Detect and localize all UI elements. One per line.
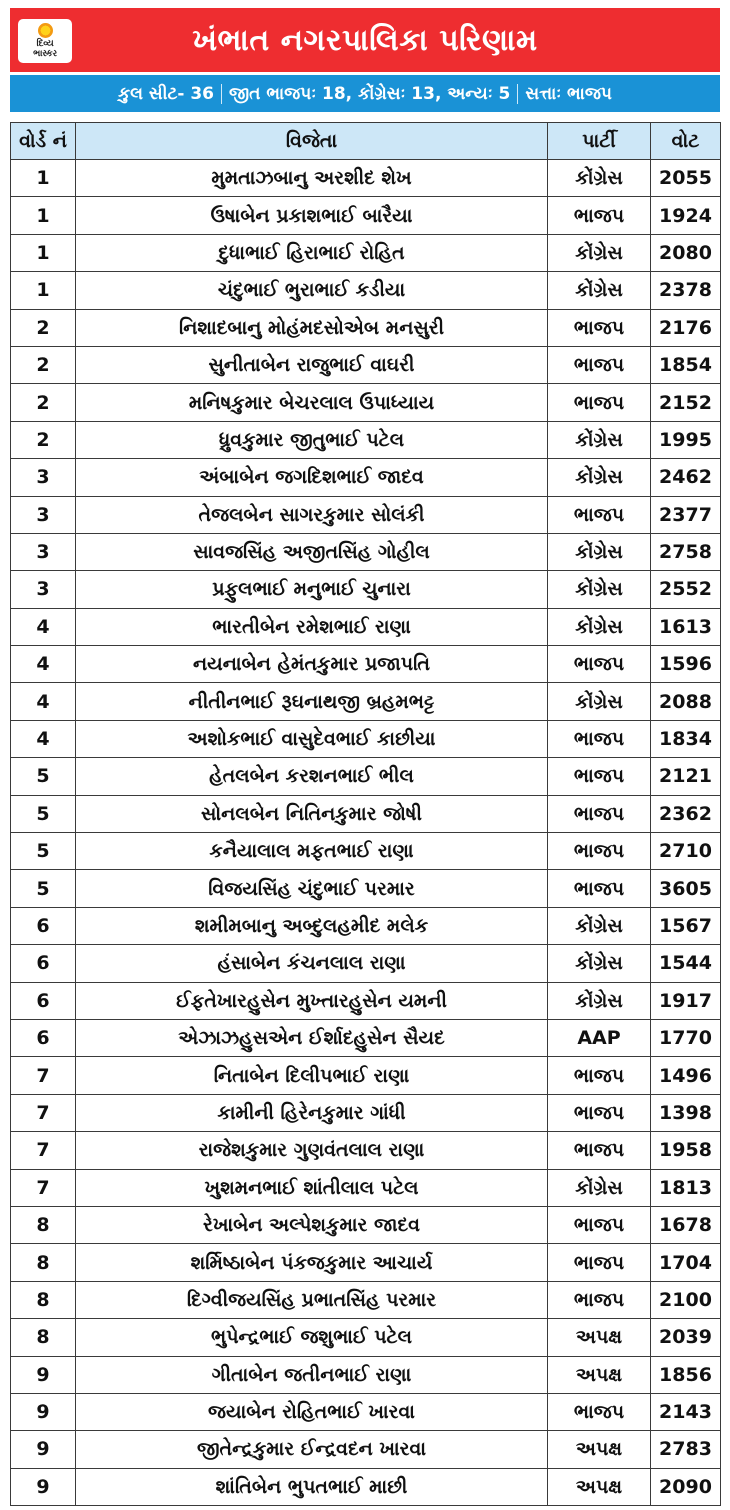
winner-name-cell: એઝાઝહુસએન ઈર્શાદહુસેન સૈયદ — [76, 1019, 548, 1056]
winner-name-cell: ધ્રુવકુમાર જીતુભાઈ પટેલ — [76, 421, 548, 458]
party-cell: ભાજપ — [548, 1244, 651, 1281]
party-cell: કોંગ્રેસ — [548, 907, 651, 944]
votes-cell: 1496 — [651, 1057, 721, 1094]
summary-divider — [517, 84, 518, 104]
ward-cell: 7 — [11, 1132, 76, 1169]
votes-cell: 1704 — [651, 1244, 721, 1281]
table-row — [11, 683, 721, 720]
ward-cell: 3 — [11, 496, 76, 533]
votes-cell: 1834 — [651, 720, 721, 757]
party-cell: કોંગ્રેસ — [548, 421, 651, 458]
ward-cell: 6 — [11, 982, 76, 1019]
party-cell: ભાજપ — [548, 758, 651, 795]
party-cell: કોંગ્રેસ — [548, 571, 651, 608]
votes-cell: 2710 — [651, 833, 721, 870]
party-cell: ભાજપ — [548, 870, 651, 907]
party-cell: ભાજપ — [548, 384, 651, 421]
column-header-party: પાર્ટી — [548, 123, 651, 160]
table-row — [11, 833, 721, 870]
table-row — [11, 1206, 721, 1243]
table-row — [11, 571, 721, 608]
winner-name-cell: નયનાબેન હેમંતકુમાર પ્રજાપતિ — [76, 646, 548, 683]
votes-cell: 1995 — [651, 421, 721, 458]
table-row — [11, 272, 721, 309]
results-table — [10, 122, 721, 1506]
table-row — [11, 1468, 721, 1505]
table-row — [11, 870, 721, 907]
party-cell: ભાજપ — [548, 1094, 651, 1131]
table-row — [11, 720, 721, 757]
ward-cell: 4 — [11, 683, 76, 720]
total-seats: કુલ સીટ- 36 — [118, 83, 214, 104]
party-cell: કોંગ્રેસ — [548, 533, 651, 570]
ward-cell: 8 — [11, 1244, 76, 1281]
ward-cell: 5 — [11, 833, 76, 870]
party-cell: ભાજપ — [548, 197, 651, 234]
table-row — [11, 982, 721, 1019]
votes-cell: 2080 — [651, 234, 721, 271]
ward-cell: 7 — [11, 1057, 76, 1094]
ward-cell: 2 — [11, 309, 76, 346]
table-row — [11, 1319, 721, 1356]
ward-cell: 1 — [11, 272, 76, 309]
results-table-body — [11, 160, 721, 1506]
ward-cell: 8 — [11, 1281, 76, 1318]
ward-cell: 6 — [11, 1019, 76, 1056]
table-row — [11, 907, 721, 944]
votes-cell: 3605 — [651, 870, 721, 907]
table-row — [11, 1019, 721, 1056]
party-cell: કોંગ્રેસ — [548, 272, 651, 309]
winner-name-cell: ભારતીબેન રમેશભાઈ રાણા — [76, 608, 548, 645]
votes-cell: 2378 — [651, 272, 721, 309]
logo-line-1: દિવ્ય — [36, 39, 54, 49]
winner-name-cell: નિતાબેન દિલીપભાઈ રાણા — [76, 1057, 548, 1094]
winner-name-cell: ખુશમનભાઈ શાંતીલાલ પટેલ — [76, 1169, 548, 1206]
party-cell: ભાજપ — [548, 833, 651, 870]
votes-cell: 2552 — [651, 571, 721, 608]
summary-bar — [10, 75, 720, 112]
table-row — [11, 1393, 721, 1430]
logo-line-2: ભાસ્કર — [33, 49, 57, 59]
votes-cell: 2362 — [651, 795, 721, 832]
winner-name-cell: પ્રફુલભાઈ મનુભાઈ ચુનારા — [76, 571, 548, 608]
ward-cell: 9 — [11, 1468, 76, 1505]
column-header-winner: વિજેતા — [76, 123, 548, 160]
votes-cell: 1917 — [651, 982, 721, 1019]
winner-name-cell: જીતેન્દ્રકુમાર ઈન્દ્રવદન ખારવા — [76, 1431, 548, 1468]
votes-cell: 2121 — [651, 758, 721, 795]
party-cell: કોંગ્રેસ — [548, 982, 651, 1019]
ward-cell: 9 — [11, 1393, 76, 1430]
ward-cell: 8 — [11, 1319, 76, 1356]
party-cell: ભાજપ — [548, 496, 651, 533]
winner-name-cell: કામીની હિરેનકુમાર ગાંધી — [76, 1094, 548, 1131]
votes-cell: 1813 — [651, 1169, 721, 1206]
ward-cell: 3 — [11, 459, 76, 496]
ward-cell: 2 — [11, 384, 76, 421]
ward-cell: 7 — [11, 1094, 76, 1131]
votes-cell: 1678 — [651, 1206, 721, 1243]
votes-cell: 1856 — [651, 1356, 721, 1393]
votes-cell: 2100 — [651, 1281, 721, 1318]
ward-cell: 9 — [11, 1431, 76, 1468]
table-row — [11, 1244, 721, 1281]
ward-cell: 5 — [11, 870, 76, 907]
party-cell: અપક્ષ — [548, 1468, 651, 1505]
votes-cell: 2176 — [651, 309, 721, 346]
ward-cell: 3 — [11, 533, 76, 570]
winner-name-cell: રેખાબેન અલ્પેશકુમાર જાદવ — [76, 1206, 548, 1243]
winner-name-cell: શર્મિષ્ઠાબેન પંકજકુમાર આચાર્ય — [76, 1244, 548, 1281]
ward-cell: 4 — [11, 646, 76, 683]
winner-name-cell: સોનલબેન નિતિનકુમાર જોષી — [76, 795, 548, 832]
votes-cell: 2462 — [651, 459, 721, 496]
ward-cell: 6 — [11, 907, 76, 944]
party-cell: કોંગ્રેસ — [548, 683, 651, 720]
winner-name-cell: રાજેશકુમાર ગુણવંતલાલ રાણા — [76, 1132, 548, 1169]
table-row — [11, 1281, 721, 1318]
winner-name-cell: મનિષકુમાર બેચરલાલ ઉપાધ્યાય — [76, 384, 548, 421]
party-cell: ભાજપ — [548, 346, 651, 383]
ward-cell: 2 — [11, 346, 76, 383]
table-header-row — [11, 123, 721, 160]
winner-name-cell: તેજલબેન સાગરકુમાર સોલંકી — [76, 496, 548, 533]
table-row — [11, 384, 721, 421]
ward-cell: 5 — [11, 758, 76, 795]
winner-name-cell: ઈફતેખારહુસેન મુખ્તારહુસેન યમની — [76, 982, 548, 1019]
ward-cell: 5 — [11, 795, 76, 832]
winner-name-cell: નીતીનભાઈ રૂઘનાથજી બ્રહમભટ્ટ — [76, 683, 548, 720]
party-cell: ભાજપ — [548, 309, 651, 346]
votes-cell: 1770 — [651, 1019, 721, 1056]
votes-cell: 2143 — [651, 1393, 721, 1430]
title-bar — [10, 8, 720, 72]
table-row — [11, 1356, 721, 1393]
winner-name-cell: દુધાભાઈ હિરાભાઈ રોહિત — [76, 234, 548, 271]
party-cell: કોંગ્રેસ — [548, 608, 651, 645]
party-cell: ભાજપ — [548, 720, 651, 757]
ward-cell: 1 — [11, 160, 76, 197]
ward-cell: 7 — [11, 1169, 76, 1206]
party-cell: ભાજપ — [548, 1281, 651, 1318]
votes-cell: 2758 — [651, 533, 721, 570]
winner-name-cell: ચંદુભાઈ ભુરાભાઈ કડીયા — [76, 272, 548, 309]
ward-cell: 1 — [11, 234, 76, 271]
ruling-party: સત્તાઃ ભાજપ — [525, 83, 612, 104]
party-cell: કોંગ્રેસ — [548, 945, 651, 982]
table-row — [11, 197, 721, 234]
party-cell: ભાજપ — [548, 1132, 651, 1169]
winner-name-cell: ભુપેન્દ્રભાઈ જશુભાઈ પટેલ — [76, 1319, 548, 1356]
votes-cell: 2039 — [651, 1319, 721, 1356]
table-row — [11, 160, 721, 197]
winner-name-cell: હેતલબેન કરશનભાઈ ભીલ — [76, 758, 548, 795]
winner-name-cell: દિગ્વીજયસિંહ પ્રભાતસિંહ પરમાર — [76, 1281, 548, 1318]
winner-name-cell: કનૈયાલાલ મફતભાઈ રાણા — [76, 833, 548, 870]
winner-name-cell: અંબાબેન જગદિશભાઈ જાદવ — [76, 459, 548, 496]
column-header-ward: વોર્ડ નં — [11, 123, 76, 160]
votes-cell: 2088 — [651, 683, 721, 720]
party-cell: અપક્ષ — [548, 1431, 651, 1468]
votes-cell: 2783 — [651, 1431, 721, 1468]
party-cell: કોંગ્રેસ — [548, 234, 651, 271]
winner-name-cell: ગીતાબેન જતીનભાઈ રાણા — [76, 1356, 548, 1393]
summary-divider — [221, 84, 222, 104]
ward-cell: 1 — [11, 197, 76, 234]
table-row — [11, 533, 721, 570]
table-row — [11, 421, 721, 458]
column-header-votes: વોટ — [651, 123, 721, 160]
votes-cell: 1854 — [651, 346, 721, 383]
party-cell: ભાજપ — [548, 646, 651, 683]
votes-cell: 2152 — [651, 384, 721, 421]
ward-cell: 4 — [11, 720, 76, 757]
table-row — [11, 758, 721, 795]
winner-name-cell: શાંતિબેન ભુપતભાઈ માછી — [76, 1468, 548, 1505]
party-cell: AAP — [548, 1019, 651, 1056]
party-cell: ભાજપ — [548, 1206, 651, 1243]
table-row — [11, 496, 721, 533]
votes-cell: 2055 — [651, 160, 721, 197]
party-cell: ભાજપ — [548, 1057, 651, 1094]
winner-name-cell: મુમતાઝબાનુ અરશીદ શેખ — [76, 160, 548, 197]
winner-name-cell: જયાબેન રોહિતભાઈ ખારવા — [76, 1393, 548, 1430]
votes-cell: 1958 — [651, 1132, 721, 1169]
table-row — [11, 646, 721, 683]
winner-name-cell: શમીમબાનુ અબ્દુલહમીદ મલેક — [76, 907, 548, 944]
party-wins: જીત ભાજપઃ 18, કોંગ્રેસઃ 13, અન્યઃ 5 — [229, 83, 511, 104]
party-cell: ભાજપ — [548, 795, 651, 832]
table-row — [11, 1431, 721, 1468]
table-row — [11, 608, 721, 645]
party-cell: અપક્ષ — [548, 1356, 651, 1393]
votes-cell: 1544 — [651, 945, 721, 982]
table-row — [11, 234, 721, 271]
votes-cell: 1567 — [651, 907, 721, 944]
winner-name-cell: ઉષાબેન પ્રકાશભાઈ બારૈયા — [76, 197, 548, 234]
winner-name-cell: સાવજસિંહ અજીતસિંહ ગોહીલ — [76, 533, 548, 570]
table-row — [11, 459, 721, 496]
votes-cell: 1924 — [651, 197, 721, 234]
sun-logo-icon — [38, 23, 53, 38]
ward-cell: 2 — [11, 421, 76, 458]
table-row — [11, 945, 721, 982]
votes-cell: 1613 — [651, 608, 721, 645]
winner-name-cell: વિજયસિંહ ચંદુભાઈ પરમાર — [76, 870, 548, 907]
votes-cell: 1596 — [651, 646, 721, 683]
ward-cell: 8 — [11, 1206, 76, 1243]
divya-bhaskar-logo — [18, 19, 72, 63]
table-row — [11, 1094, 721, 1131]
winner-name-cell: હંસાબેન કંચનલાલ રાણા — [76, 945, 548, 982]
party-cell: ભાજપ — [548, 1393, 651, 1430]
page-title: ખંભાત નગરપાલિકા પરિણામ — [192, 22, 538, 58]
party-cell: કોંગ્રેસ — [548, 459, 651, 496]
winner-name-cell: અશોકભાઈ વાસુદેવભાઈ કાછીયા — [76, 720, 548, 757]
ward-cell: 4 — [11, 608, 76, 645]
party-cell: અપક્ષ — [548, 1319, 651, 1356]
winner-name-cell: નિશાદબાનુ મોહંમદસોએબ મનસુરી — [76, 309, 548, 346]
party-cell: કોંગ્રેસ — [548, 1169, 651, 1206]
party-cell: કોંગ્રેસ — [548, 160, 651, 197]
table-row — [11, 795, 721, 832]
winner-name-cell: સુનીતાબેન રાજુભાઈ વાઘરી — [76, 346, 548, 383]
ward-cell: 3 — [11, 571, 76, 608]
table-row — [11, 1057, 721, 1094]
table-row — [11, 346, 721, 383]
ward-cell: 6 — [11, 945, 76, 982]
votes-cell: 1398 — [651, 1094, 721, 1131]
table-row — [11, 1132, 721, 1169]
votes-cell: 2090 — [651, 1468, 721, 1505]
table-row — [11, 1169, 721, 1206]
table-row — [11, 309, 721, 346]
votes-cell: 2377 — [651, 496, 721, 533]
ward-cell: 9 — [11, 1356, 76, 1393]
